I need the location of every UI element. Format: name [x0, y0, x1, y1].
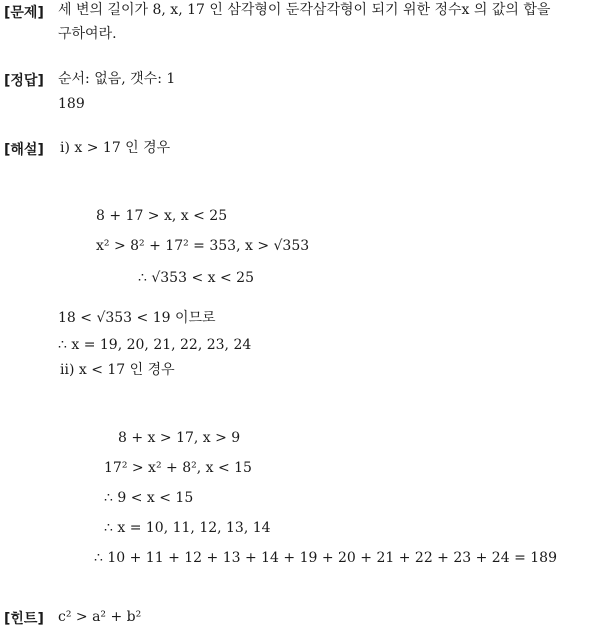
- answer-value: 189: [58, 96, 85, 112]
- problem-label: [문제]: [4, 5, 44, 21]
- case2-equation-2: 17² > x² + 8², x < 15: [104, 460, 252, 476]
- answer-label: [정답]: [4, 73, 44, 89]
- problem-text-line2: 구하여라.: [58, 26, 117, 42]
- solution-bound-line: 18 < √353 < 19 이므로: [58, 310, 216, 326]
- case1-equation-1: 8 + 17 > x, x < 25: [96, 208, 228, 224]
- hint-label: [힌트]: [4, 611, 44, 627]
- case2-equation-3: ∴ 9 < x < 15: [104, 490, 194, 506]
- case1-result: ∴ x = 19, 20, 21, 22, 23, 24: [58, 337, 252, 353]
- case1-header: ⅰ) x > 17 인 경우: [60, 140, 171, 156]
- problem-text-line1: 세 변의 길이가 8, x, 17 인 삼각형이 둔각삼각형이 되기 위한 정수x 의 값의 합을: [58, 2, 551, 18]
- answer-text-line1: 순서: 없음, 갯수: 1: [58, 71, 176, 87]
- case2-equation-4: ∴ x = 10, 11, 12, 13, 14: [104, 520, 271, 536]
- case1-equation-3: ∴ √353 < x < 25: [138, 270, 254, 286]
- case2-equation-1: 8 + x > 17, x > 9: [118, 430, 241, 446]
- solution-label: [해설]: [4, 142, 44, 158]
- sum-equation: ∴ 10 + 11 + 12 + 13 + 14 + 19 + 20 + 21 + 22 + 23 + 24 = 189: [94, 550, 557, 566]
- case1-equation-2: x² > 8² + 17² = 353, x > √353: [96, 238, 310, 254]
- case2-header: ⅱ) x < 17 인 경우: [60, 362, 175, 378]
- hint-text: c² > a² + b²: [58, 609, 142, 625]
